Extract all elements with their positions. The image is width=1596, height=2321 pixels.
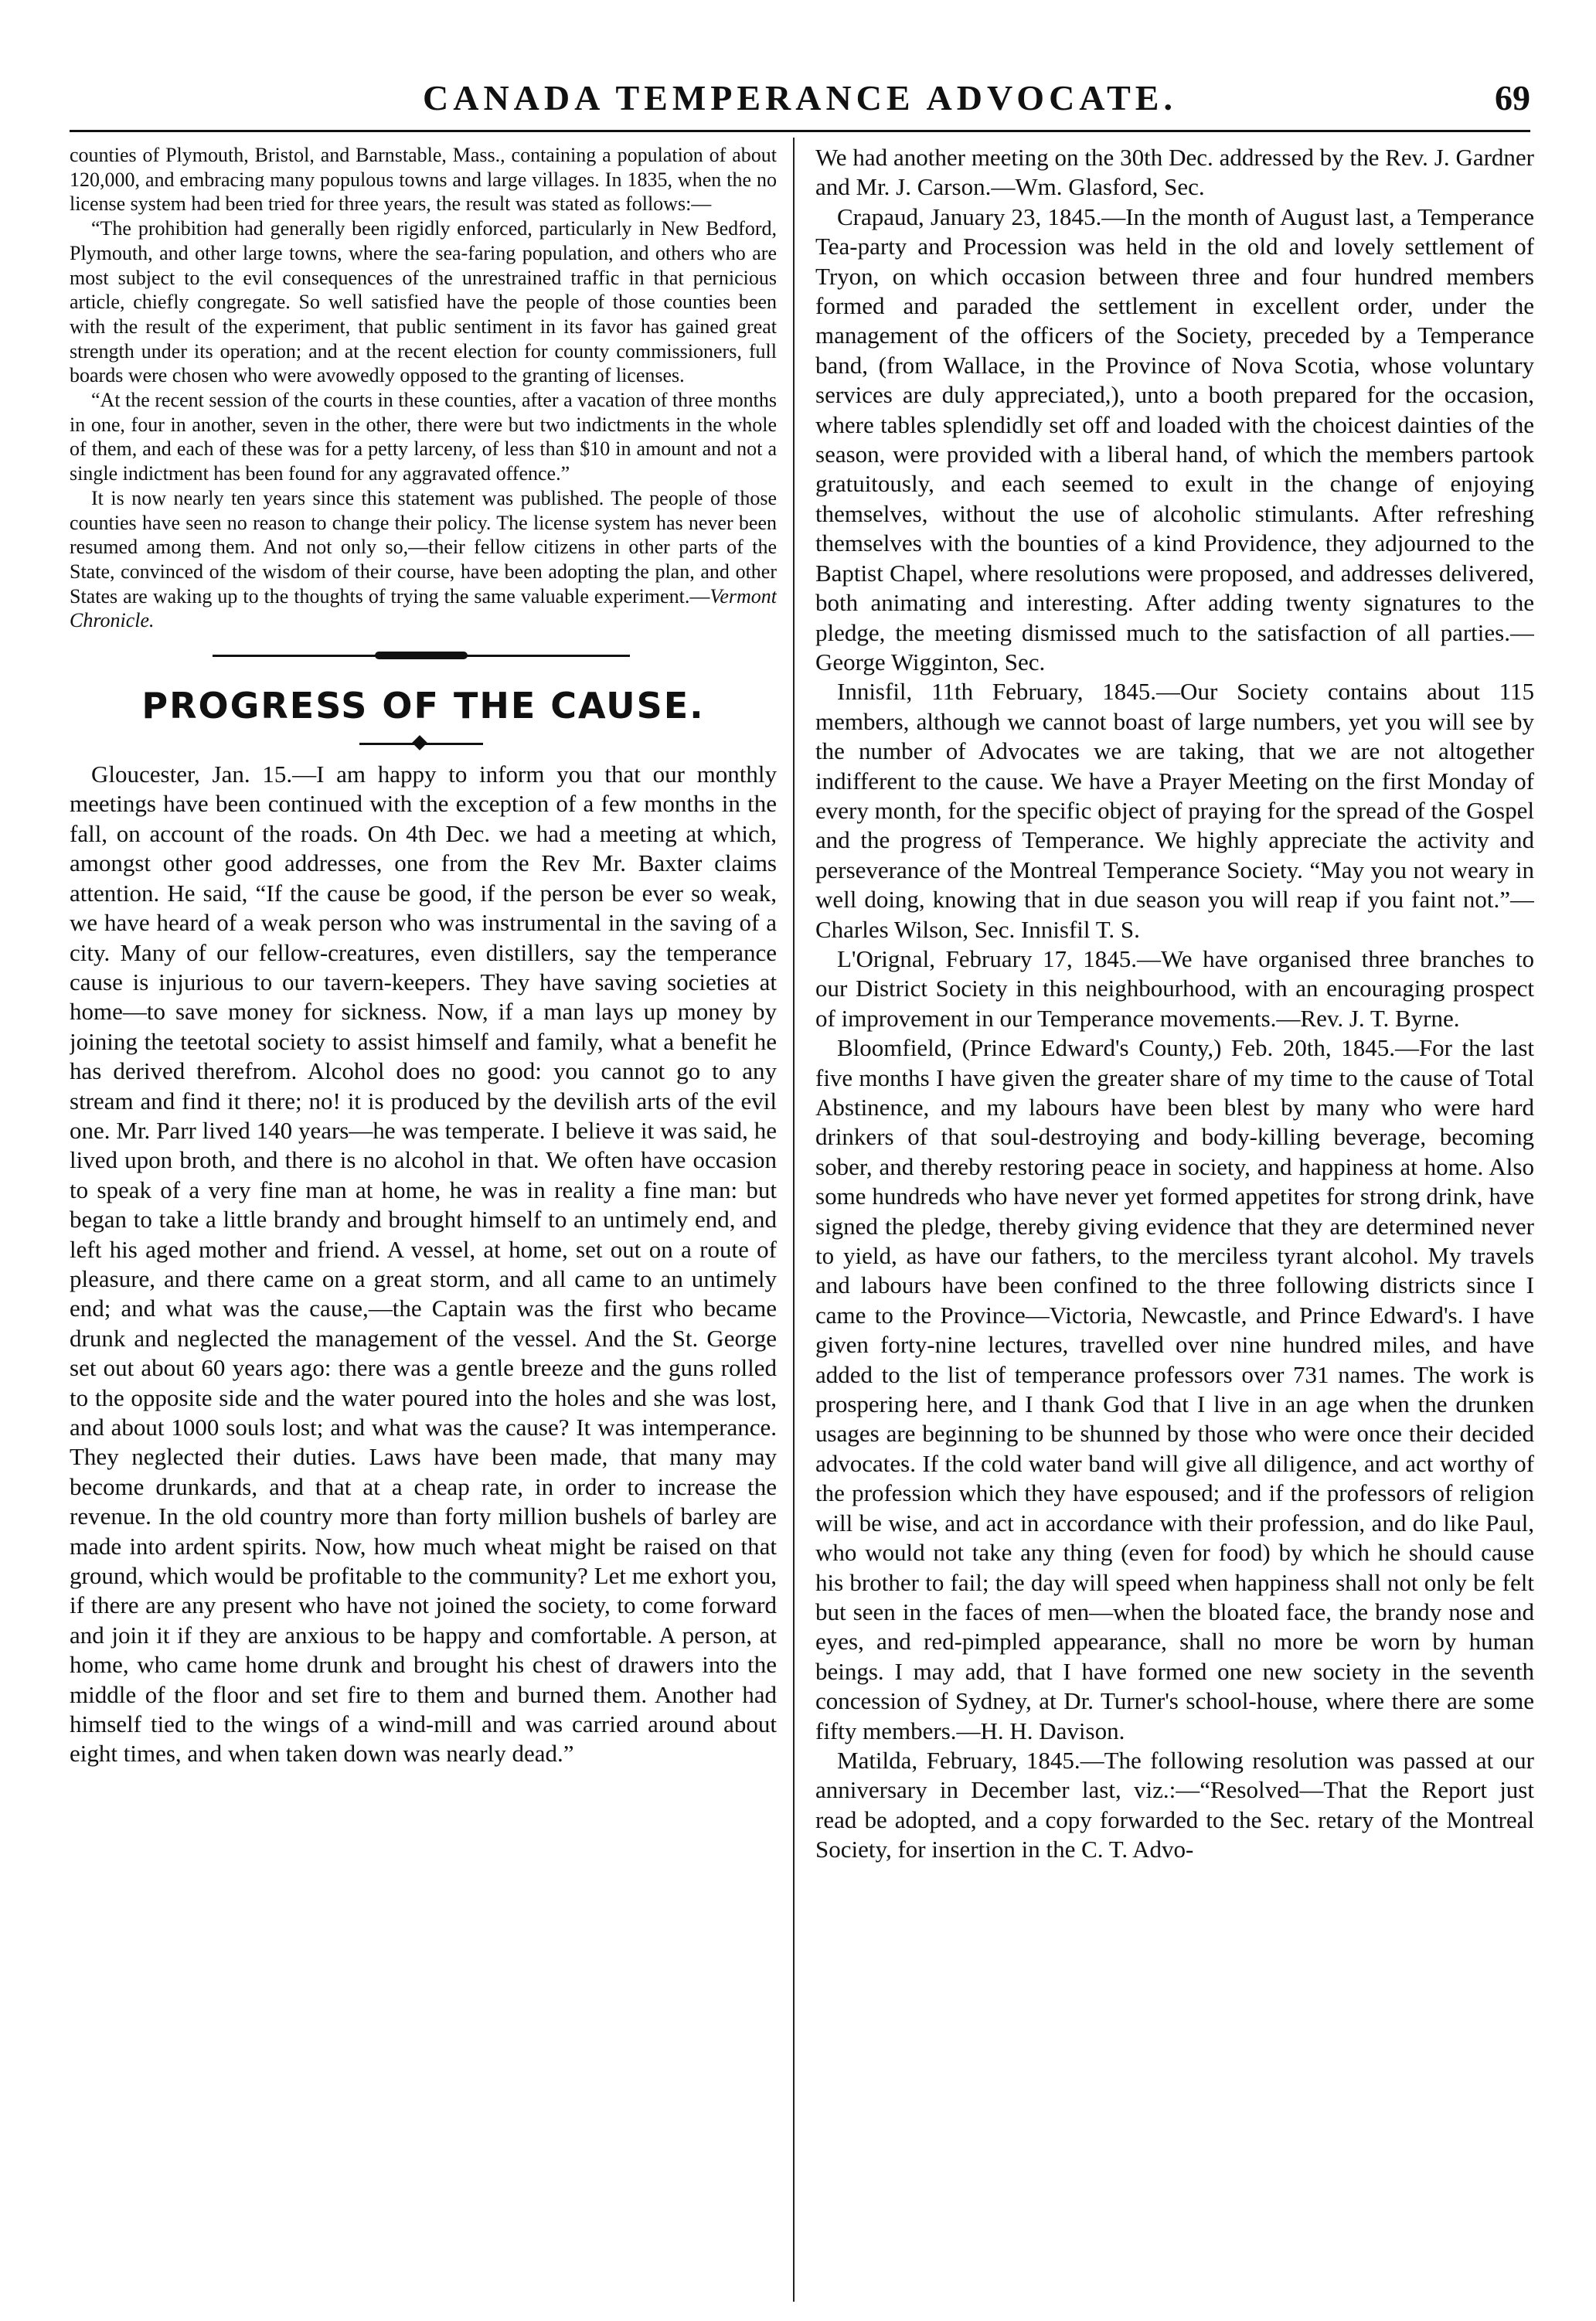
running-head <box>70 77 1530 124</box>
report-crapaud: Crapaud, January 23, 1845.—In the month of August last, a Temperance Tea-party and Procession was held in the old and lovely settlement of Tryon, on which occasion between three and four hundred members formed and paraded the settlement in excellent order, under the management of the officers of the Society, preceded by a Temperance band, (from Wallace, in the Province of Nova Scotia, whose voluntary services are duly appreciated,), unto a booth prepared for the occasion, where tables splendidly set off and loaded with the choicest dainties of the season, were provided with a liberal hand, of which the members partook gratuitously, and each seemed to exult in the change of enjoying themselves, without the use of alcoholic stimulants. After refreshing themselves with the bounties of a kind Providence, they adjourned to the Baptist Chapel, where resolutions were proposed, and addresses delivered, both animating and interesting. After adding twenty signatures to the pledge, the meeting dismissed much to the satisfaction of all parties.—George Wigginton, Sec. <box>815 202 1534 676</box>
right-column <box>815 143 1534 2276</box>
header-rule <box>70 130 1530 132</box>
separator-ornament <box>375 652 468 659</box>
report-matilda: Matilda, February, 1845.—The following resolution was passed at our anniversary in December last, viz.:—“Resolved—That the Report just read be adopted, and a copy forwarded to the Sec. retary of the Montreal Society, for insertion in the C. T. Advo- <box>815 1746 1534 1863</box>
quoted-paragraph: “The prohibition had generally been rigidly enforced, particularly in New Bedford, Plymouth, and other large towns, where the sea-faring population, and others who are most subject to the evil consequences of the unrestrained traffic in that pernicious article, chiefly congregate. So well satisfied have the people of those counties been with the result of the experiment, that public sentiment in its favor has gained great strength under its operation; and at the recent election for county commissioners, full boards were chosen who were avowedly opposed to the granting of licenses. <box>70 217 777 387</box>
report-gloucester: Gloucester, Jan. 15.—I am happy to inform you that our monthly meetings have been continued with the exception of a few months in the fall, on account of the roads. On 4th Dec. we had a meeting at which, amongst other good addresses, one from the Rev Mr. Baxter claims attention. He said, “If the cause be good, if the person be ever so weak, we have heard of a weak person who was instrumental in the saving of a city. Many of our fellow-creatures, even distillers, say the temperance cause is injurious to our tavern-keepers. They have saving societies at home—to save money for sickness. Now, if a man lays up money by joining the teetotal society to assist himself and family, what a benefit he has derived therefrom. Alcohol does no good: you cannot go to any stream and find it there; no! it is produced by the devilish arts of the evil one. Mr. Parr lived 140 years—he was temperate. I believe it was said, he lived upon broth, and there is no alcohol in that. We often have occasion to speak of a very fine man at home, he was in reality a fine man: but began to take a little brandy and brought himself to an untimely end, and left his aged mother and friend. A vessel, at home, set out on a route of pleasure, and there came on a great storm, and all came to an untimely end; and what was the cause,—the Captain was the first who became drunk and neglected the management of the vessel. And the St. George set out about 60 years ago: there was a gentle breeze and the guns rolled to the opposite side and the water poured into the holes and she was lost, and about 1000 souls lost; and what was the cause? It was intemperance. They neglected their duties. Laws have been made, that many may become drunkards, and that at a cheap rate, in order to increase the revenue. In the old country more than forty million bushels of barley are made into ardent spirits. Now, how much wheat might be raised on that ground, which would be profitable to the community? Let me exhort you, if there are any present who have not joined the society, to come forward and join it if they are anxious to be happy and comfortable. A person, at home, who came home drunk and brought his chest of drawers into the middle of the floor and set fire to them and burned them. Another had himself tied to the wings of a wind-mill and was carried around about eight times, and when taken down was nearly dead.” <box>70 761 777 1768</box>
page-number: 69 <box>1495 78 1530 117</box>
column-divider <box>793 138 795 2302</box>
running-title: CANADA TEMPERANCE ADVOCATE. <box>423 78 1177 117</box>
closing-paragraph <box>70 486 777 633</box>
section-heading: PROGRESS OF THE CAUSE. <box>141 685 705 727</box>
report-bloomfield: Bloomfield, (Prince Edward's County,) Feb. 20th, 1845.—For the last five months I have given the greater share of my time to the cause of Total Abstinence, and my labours have been blest by many who were hard drinkers of that soul-destroying and body-killing beverage, becoming sober, and thereby restoring peace in society, and happiness at home. Also some hundreds who have never yet formed appetites for strong drink, have signed the pledge, thereby giving evidence that they are determined never to yield, as have our fathers, to the merciless tyrant alcohol. My travels and labours have been confined to the three following districts since I came to the Province—Victoria, Newcastle, and Prince Edward's. I have given forty-nine lectures, travelled over nine hundred miles, and have added to the list of temperance professors over 731 names. The work is prospering here, and I thank God that I live in an age when the drunken usages are beginning to be shunned by those who were once their decided advocates. If the cold water band will give all diligence, and act worthy of the profession which they have espoused; and if the professors of religion will be wise, and act in accordance with their profession, and do like Paul, who would not take any thing (even for food) by which he should cause his brother to fail; the day will speed when happiness shall not only be felt but seen in the faces of men—when the bloated face, the brandy nose and eyes, and red-pimpled appearance, shall no more be worn by human beings. I may add, that I have formed one new society in the seventh concession of Sydney, at Dr. Turner's school-house, where there are some fifty members.—H. H. Davison. <box>815 1034 1534 1744</box>
quoted-paragraph: “At the recent session of the courts in these counties, after a vacation of three months in one, four in another, seven in the other, there were but two indictments in the whole of them, and each of these was for a petty larceny, of less than $10 in amount and not a single indictment has been found for any aggravated offence.” <box>70 389 777 485</box>
report-gloucester-continued: We had another meeting on the 30th Dec. addressed by the Rev. J. Gardner and Mr. J. Carson.—Wm. Glasford, Sec. <box>815 144 1534 201</box>
article-source: Vermont Chronicle. <box>70 584 777 632</box>
ornament-diamond <box>412 735 427 750</box>
report-lorignal: L'Orignal, February 17, 1845.—We have organised three branches to our District Society in this neighbourhood, with an encouraging prospect of improvement in our Temperance movements.—Rev. J. T. Byrne. <box>815 944 1534 1032</box>
heading-ornament <box>70 729 777 760</box>
article-separator <box>70 633 777 676</box>
closing-text: It is now nearly ten years since this statement was published. The people of those counties have seen no reason to change their policy. The license system has never been resumed among them. And not only so,—their fellow citizens in other parts of the State, convinced of the wisdom of their course, have been adopting the plan, and other States are waking up to the thoughts of trying the same valuable experiment.— <box>70 486 777 607</box>
continued-paragraph: counties of Plymouth, Bristol, and Barnstable, Mass., containing a population of about 120,000, and embracing many populous towns and large villages. In 1835, when the no license system had been tried for three years, the result was stated as follows:— <box>70 144 777 216</box>
left-column <box>70 143 777 2276</box>
report-innisfil: Innisfil, 11th February, 1845.—Our Society contains about 115 members, although we cannot boast of large numbers, yet you will see by the number of Advocates we are taking, that we are not altogether indifferent to the cause. We have a Prayer Meeting on the first Monday of every month, for the specific object of praying for the spread of the Gospel and the progress of Temperance. We highly appreciate the activity and perseverance of the Montreal Temperance Society. “May you not weary in well doing, knowing that in due season you will reap if you faint not.”—Charles Wilson, Sec. Innisfil T. S. <box>815 678 1534 943</box>
